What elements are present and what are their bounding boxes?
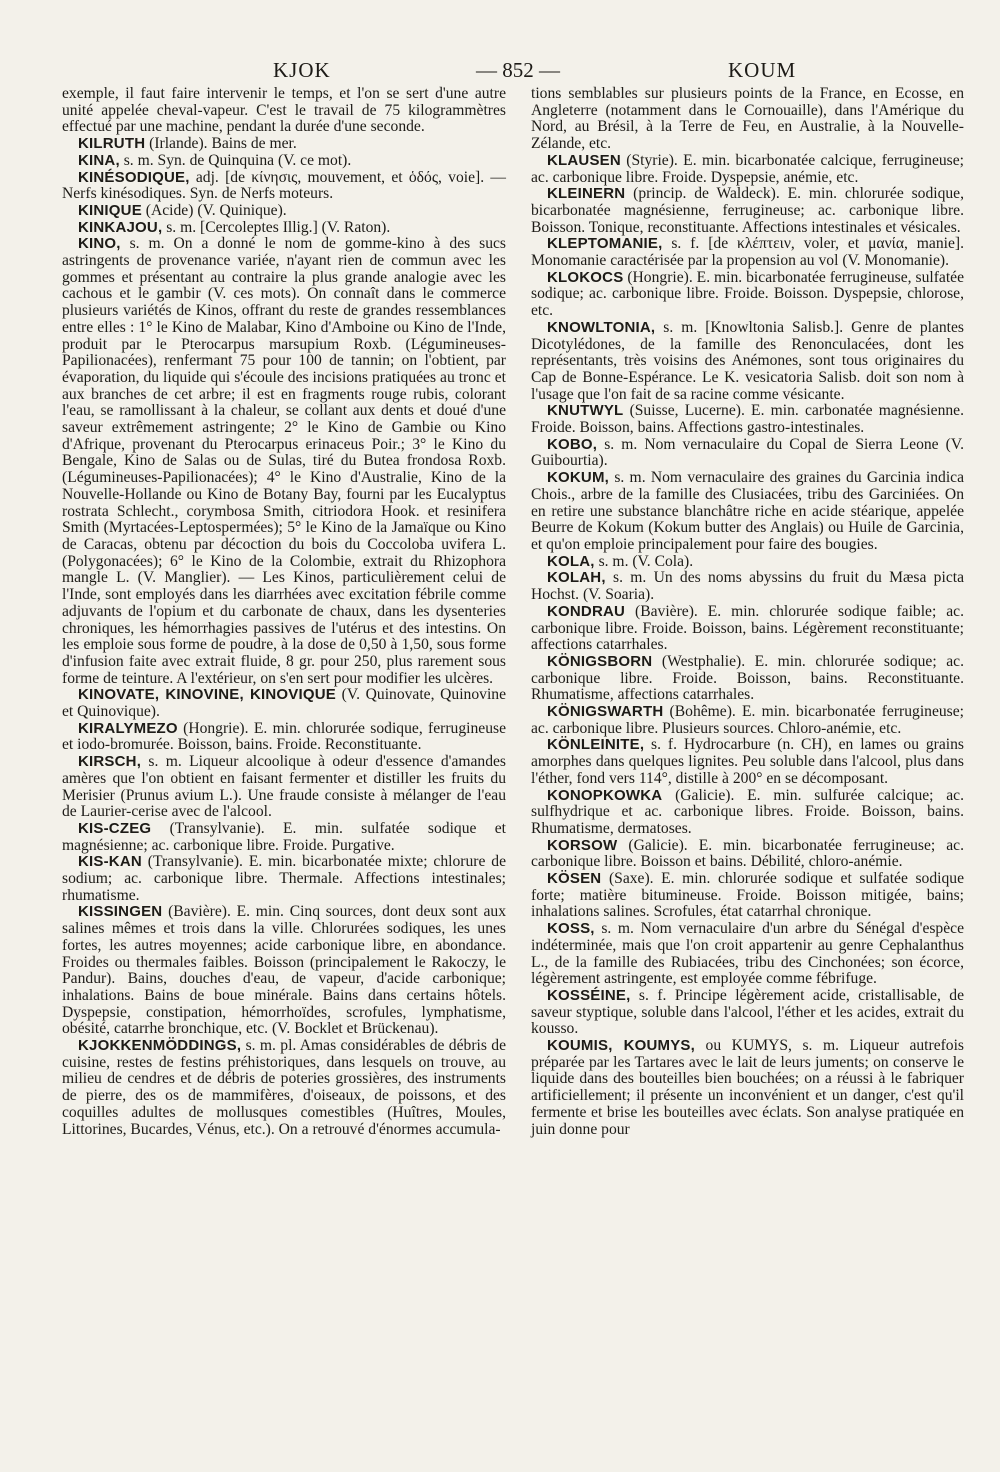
entry-headword: KLAUSEN [547, 151, 621, 169]
entry-headword: KOBO, [547, 435, 598, 453]
entry-text: (Hongrie). E. min. bicarbonatée ferrugineuse, sulfatée sodique; ac. carbonique libre. Froide. Boisson. Dyspepsie, chlorose, etc. [531, 268, 964, 320]
dictionary-entry [531, 921, 964, 988]
entry-text: adj. [de κίνησις, mouvement, et ὁδός, voie]. — Nerfs kinésodiques. Syn. de Nerfs moteurs. [62, 168, 506, 203]
entry-text: ou KUMYS, s. m. Liqueur autrefois préparée par les Tartares avec le lait de leurs juments; on conserve le liquide dans des bouteilles bien bouchées; on a réussi à le fabriquer artificiellement; il présente un inconvénient et un danger, c'est qu'il fermente et brise les bouteilles avec éclats. Son analyse pratiquée en juin donne pour [531, 1037, 965, 1138]
entry-headword: KINIQUE [78, 201, 142, 219]
entry-text: s. m. Un des noms abyssins du fruit du Mæsa picta Hochst. (V. Soaria). [531, 569, 964, 604]
entry-headword: KISSINGEN [78, 903, 163, 921]
entry-headword: KÖNLEINITE, [547, 736, 645, 754]
entry-headword: KÖSEN [547, 870, 602, 888]
entry-headword: KÖNIGSBORN [547, 652, 653, 670]
entry-headword: KIRSCH, [78, 753, 142, 771]
entry-text: (Saxe). E. min. chlorurée sodique et sulfatée sodique forte; matière bitumineuse. Froide. Boisson mitigée, bains; inhalations salines. Scrofules, état catarrhal chronique. [531, 870, 964, 921]
entry-text: s. f. Principe légèrement acide, cristallisable, de saveur styptique, soluble dans l'alcool, l'éther et les acides, extrait du kousso. [531, 986, 964, 1038]
page-number: — 852 — [476, 58, 560, 82]
dictionary-entry [531, 554, 964, 571]
entry-text: (Bavière). E. min. chlorurée sodique faible; ac. carbonique libre. Froide. Boisson, bains. Légèrement reconstituante; affections catarrhales. [531, 602, 964, 654]
entry-text: (Acide) (V. Quinique). [141, 201, 287, 219]
dictionary-entry [531, 470, 964, 554]
entry-text: (Galicie). E. min. bicarbonatée ferrugineuse; ac. carbonique libre. Boisson et bains. Débilité, chloro-anémie. [531, 836, 964, 871]
entry-headword: KLOKOCS [547, 268, 624, 286]
entry-headword: KOLA, [547, 552, 595, 570]
entry-text: s. f. [de κλέπτειν, voler, et μανία, manie]. Monomanie caractérisée par la propension au vol (V. Monomanie). [531, 235, 964, 270]
dictionary-entry [62, 236, 506, 687]
entry-headword: KOKUM, [547, 469, 610, 487]
entry-text: s. m. [Cercoleptes Illig.] (V. Raton). [162, 218, 391, 236]
entry-text: s. f. Hydrocarbure (n. CH), en lames ou grains amorphes dans quelques lignites. Peu soluble dans l'alcool, plus dans l'éther, fond vers 114°, distille à 200° en se décomposant. [531, 736, 964, 787]
entry-text: s. m. pl. Amas considérables de débris de cuisine, restes de festins préhistoriques, dans lesquels on trouve, au milieu de cendres et de débris de poteries grossières, des instruments de pierre, des os de mammifères, d'oiseaux, de poissons, et des coquilles adultes de mollusques comestibles (Huîtres, Moules, Littorines, Bucardes, Vénus, etc.). On a retrouvé d'énormes accumula- [62, 1037, 506, 1138]
entry-text: (Styrie). E. min. bicarbonatée calcique, ferrugineuse; ac. carbonique libre. Froide. Dyspepsie, anémie, etc. [531, 151, 964, 186]
header-left-guide-word: KJOK [273, 58, 331, 82]
entry-text: (princip. de Waldeck). E. min. chlorurée sodique, bicarbonatée magnésienne, ferrugineuse; ac. carbonique libre. Boisson. Tonique, reconstituante. Affections intestinales et vésicales. [531, 185, 964, 236]
dictionary-entry [531, 654, 964, 704]
entry-headword: KONDRAU [547, 602, 626, 620]
dictionary-entry [62, 170, 506, 203]
entry-headword: KIS-CZEG [78, 819, 152, 837]
entry-text: s. m. Nom vernaculaire des graines du Garcinia indica Chois., arbre de la famille des Clusiacées, tribu des Garciniées. On en retire une substance blanchâtre riche en acide stéarique, appelée Beurre de Kokum (Kokum butter des Anglais) ou Huile de Garcinia, et qu'on emploie principalement pour faire des bougies. [531, 469, 964, 553]
dictionary-entry [531, 186, 964, 236]
entry-headword: KJOKKENMÖDDINGS, [78, 1037, 242, 1055]
entry-continuation [531, 86, 964, 153]
entry-headword: KINA, [78, 151, 120, 169]
entry-continuation [62, 86, 506, 136]
dictionary-entry [531, 403, 964, 436]
dictionary-entry [531, 570, 964, 603]
dictionary-entry [62, 904, 506, 1038]
entry-headword: KILRUTH [78, 135, 146, 153]
entry-text: s. m. Liqueur alcoolique à odeur d'essence d'amandes amères que l'on obtient en faisant fermenter et distiller les fruits du Merisier (Prunus avium L.). Une fraude consiste à mélanger de l'eau de Laurier-cerise avec de l'alcool. [62, 753, 506, 821]
entry-headword: KONOPKOWKA [547, 786, 663, 804]
dictionary-entry [62, 1038, 506, 1138]
dictionary-entry [62, 203, 506, 220]
right-column [531, 86, 964, 1138]
dictionary-entry [531, 704, 964, 737]
entry-text: s. m. Nom vernaculaire d'un arbre du Sénégal d'espèce indéterminée, mais que l'on croit appartenir au genre Cephalanthus L., de la famille des Rubiacées, tribu des Cinchonées; son écorce, légèrement astringente, est employée comme fébrifuge. [531, 920, 964, 988]
dictionary-entry [531, 153, 964, 186]
dictionary-entry [531, 604, 964, 654]
entry-headword: KIS-KAN [78, 853, 142, 871]
dictionary-entry [62, 721, 506, 754]
entry-headword: KINÉSODIQUE, [78, 168, 190, 186]
entry-headword: KLEINERN [547, 185, 626, 203]
dictionary-entry [62, 220, 506, 237]
dictionary-entry [62, 687, 506, 720]
entry-text: exemple, il faut faire intervenir le temps, et l'on se sert d'une autre unité appelée cheval-vapeur. C'est le travail de 75 kilogrammètres effectué par une machine, pendant la durée d'une seconde. [62, 85, 506, 136]
entry-headword: KOUMIS, KOUMYS, [547, 1037, 695, 1055]
dictionary-entry [531, 988, 964, 1038]
entry-headword: KÖNIGSWARTH [547, 703, 664, 721]
entry-text: (Hongrie). E. min. chlorurée sodique, ferrugineuse et iodo-bromurée. Boisson, bains. Froide. Reconstituante. [62, 719, 506, 754]
entry-text: (Westphalie). E. min. chlorurée sodique; ac. carbonique libre. Froide. Boisson, bains. Reconstituante. Rhumatisme, affections catarrhales. [531, 652, 964, 704]
dictionary-entry [531, 1038, 964, 1138]
dictionary-entry [62, 754, 506, 821]
entry-text: s. m. (V. Cola). [594, 552, 694, 570]
entry-text: (V. Quinovate, Quinovine et Quinovique). [62, 686, 506, 721]
entry-text: (Bavière). E. min. Cinq sources, dont deux sont aux salines mêmes et trois dans la ville. Chlorurées sodiques, les unes fortes, les autres moyennes; acide carbonique libre, en abondance. Froides ou thermales faibles. Boisson (principalement le Rakoczy, le Pandur). Bains, douches d'eau, de vapeur, d'acide carbonique; inhalations. Bains de boue minérale. Bains dans certains hôtels. Dyspepsie, constipation, hémorrhoïdes, scrofules, lymphatisme, obésité, catarrhe bronchique, etc. (V. Bocklet et Brückenau). [62, 903, 506, 1038]
running-header [88, 58, 964, 82]
entry-headword: KIRALYMEZO [78, 719, 178, 737]
dictionary-entry [531, 788, 964, 838]
entry-text: (Transylvanie). E. min. bicarbonatée mixte; chlorure de sodium; ac. carbonique libre. Thermale. Affections intestinales; rhumatisme. [62, 853, 506, 904]
entry-text: (Irlande). Bains de mer. [145, 135, 297, 153]
dictionary-entry [62, 136, 506, 153]
entry-headword: KINKAJOU, [78, 218, 163, 236]
entry-text: (Galicie). E. min. sulfurée calcique; ac. sulfhydrique et ac. carbonique libres. Froide. Boisson, bains. Rhumatisme, dermatoses. [531, 786, 964, 837]
entry-text: s. m. [Knowltonia Salisb.]. Genre de plantes Dicotylédones, de la famille des Renonculacées, dont les représentants, très voisins des Anémones, sont tous originaires du Cap de Bonne-Espérance. Le K. vesicatoria Salisb. doit son nom à l'usage que l'on fait de sa racine comme vésicante. [531, 318, 964, 403]
entry-headword: KOSS, [547, 920, 595, 938]
dictionary-entry [62, 854, 506, 904]
entry-text: (Bohême). E. min. bicarbonatée ferrugineuse; ac. carbonique libre. Plusieurs sources. Chloro-anémie, etc. [531, 703, 964, 737]
entry-headword: KINO, [78, 235, 121, 253]
header-right-guide-word: KOUM [728, 58, 797, 82]
dictionary-entry [531, 838, 964, 871]
left-column [62, 86, 506, 1138]
entry-headword: KORSOW [547, 836, 618, 854]
entry-headword: KOLAH, [547, 569, 606, 587]
entry-headword: KINOVATE, KINOVINE, KINOVIQUE [78, 686, 336, 704]
entry-text: (Suisse, Lucerne). E. min. carbonatée magnésienne. Froide. Boisson, bains. Affections gastro-intestinales. [531, 402, 964, 437]
entry-text: (Transylvanie). E. min. sulfatée sodique et magnésienne; ac. carbonique libre. Froide. Purgative. [62, 819, 506, 854]
entry-text: s. m. Nom vernaculaire du Copal de Sierra Leone (V. Guibourtia). [531, 435, 964, 470]
entry-text: s. m. On a donné le nom de gomme-kino à des sucs astringents de provenance variée, n'ayant rien de commun avec les gommes et présentant au contraire la plus grande analogie avec les cachous et le gambir (V. ces mots). On connaît dans le commerce plusieurs variétés de Kinos, offrant du reste de grandes ressemblances entre elles : 1° le Kino de Malabar, Kino d'Amboine ou Kino de l'Inde, produit par le Pterocarpus marsupium Roxb. (Légumineuses-Papilionacées), renfermant 75 pour 100 de tannin; on l'obtient, par évaporation, du liquide qui s'écoule des incisions pratiquées au tronc et aux branches de cet arbre; il est en fragments rouge rubis, colorant l'eau, se ramollissant à la chaleur, se collant aux dents et doué d'une saveur extrêmement astringente; 2° le Kino de Gambie ou Kino d'Afrique, provenant du Pterocarpus erinaceus Poir.; 3° le Kino du Bengale, Kino de Salas ou de Sulas, tiré du Butea frondosa Roxb. (Légumineuses-Papilionacées); 4° le Kino d'Australie, Kino de la Nouvelle-Hollande ou Kino de Botany Bay, fourni par les Eucalyptus rostrata Schlecht., corymbosa Smith, citriodora Hook. et resinifera Smith (Myrtacées-Leptospermées); 5° le Kino de la Jamaïque ou Kino de Caracas, obtenu par décoction du bois du Coccoloba uvifera L. (Polygonacées); 6° le Kino de la Colombie, extrait du Rhizophora mangle L. (V. Manglier). — Les Kinos, particulièrement celui de l'Inde, sont employés dans les diarrhées avec excitation fébrile comme adjuvants de l'opium et du carbonate de chaux, dans les dysenteries chroniques, les hémorrhagies passives de l'utérus et des intestins. On les emploie sous forme de poudre, à la dose de 0,50 à 1,50, sous forme d'infusion faite avec extrait fluide, 8 gr. pour 250, plus rarement sous forme de teinture. A l'extérieur, on s'en sert pour modifier les ulcères. [62, 235, 506, 687]
dictionary-entry [531, 871, 964, 921]
dictionary-entry [531, 236, 964, 269]
entry-headword: KNOWLTONIA, [547, 318, 656, 336]
dictionary-entry [62, 153, 506, 170]
entry-headword: KOSSÉINE, [547, 986, 631, 1004]
dictionary-entry [531, 737, 964, 787]
entry-headword: KLEPTOMANIE, [547, 235, 663, 253]
entry-text: s. m. Syn. de Quinquina (V. ce mot). [119, 151, 352, 169]
entry-headword: KNUTWYL [547, 402, 624, 420]
dictionary-entry [62, 821, 506, 854]
dictionary-entry [531, 320, 964, 404]
dictionary-entry [531, 270, 964, 320]
dictionary-entry [531, 437, 964, 470]
entry-text: tions semblables sur plusieurs points de la France, en Ecosse, en Angleterre (notamment dans le Cornouaille), dans l'Amérique du Nord, au Brésil, à la Terre de Feu, en Australie, à la Nouvelle-Zélande, etc. [531, 85, 964, 153]
